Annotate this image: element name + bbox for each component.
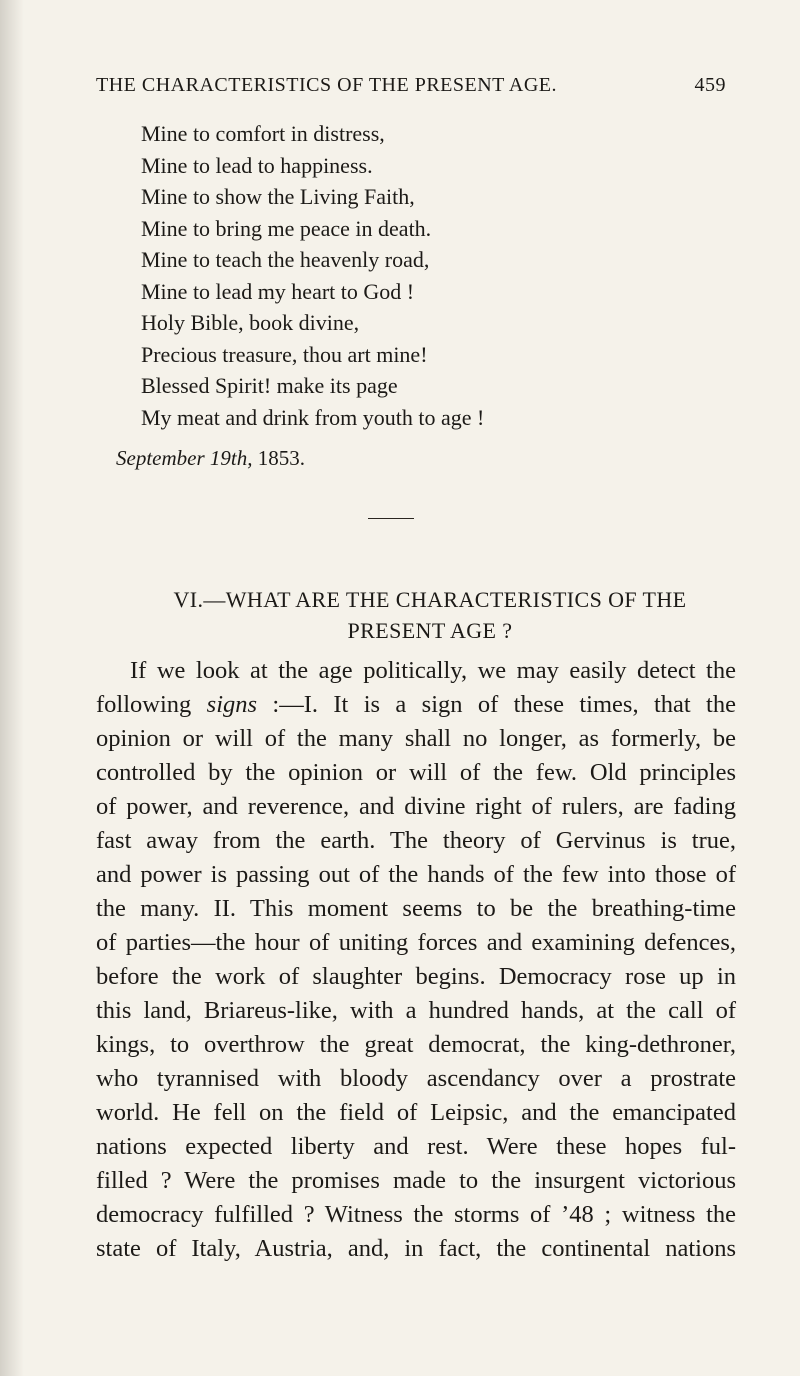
body-line: of power, and reverence, and divine right of rulers, are fading	[96, 793, 736, 820]
section-heading-line-2: PRESENT AGE ?	[347, 618, 513, 643]
poem	[141, 118, 484, 433]
body-line: following signs :—I. It is a sign of these times, that the	[96, 691, 736, 718]
poem-line: Holy Bible, book divine,	[141, 310, 360, 335]
body-line: of parties—the hour of uniting forces and examining defences,	[96, 929, 736, 956]
poem-line: Mine to show the Living Faith,	[141, 184, 415, 209]
body-line: filled ? Were the promises made to the insurgent victorious	[96, 1167, 736, 1194]
poem-line: Mine to bring me peace in death.	[141, 215, 432, 241]
poem-line: Mine to comfort in distress,	[141, 121, 385, 146]
dateline-year: 1853.	[257, 446, 305, 470]
body-line: and power is passing out of the hands of the few into those of	[96, 861, 736, 888]
poem-line: Precious treasure, thou art mine!	[141, 341, 428, 367]
body-line: this land, Briareus-like, with a hundred hands, at the call of	[96, 997, 736, 1024]
poem-line: Mine to teach the heavenly road,	[141, 247, 430, 272]
page-header	[96, 74, 726, 104]
poem-line: Mine to lead to happiness.	[141, 152, 373, 178]
section-heading	[100, 584, 760, 646]
body-line: who tyrannised with bloody ascendancy over a prostrate	[96, 1065, 736, 1092]
poem-line: Blessed Spirit! make its page	[141, 373, 398, 398]
dateline	[116, 446, 305, 471]
body-line: state of Italy, Austria, and, in fact, the continental nations	[96, 1235, 736, 1262]
body-line: opinion or will of the many shall no longer, as formerly, be	[96, 725, 736, 752]
page-number: 459	[694, 74, 726, 96]
section-heading-line-1: VI.—WHAT ARE THE CHARACTERISTICS OF THE	[173, 587, 687, 612]
poem-line: Mine to lead my heart to God !	[141, 278, 415, 304]
gutter-shadow	[0, 0, 24, 1376]
dateline-month-day: September 19th,	[116, 446, 253, 470]
body-line: kings, to overthrow the great democrat, the king-dethroner,	[96, 1031, 736, 1058]
section-divider	[368, 518, 414, 519]
body-line: before the work of slaughter begins. Democracy rose up in	[96, 963, 736, 990]
body-line: fast away from the earth. The theory of Gervinus is true,	[96, 827, 736, 854]
body-line: If we look at the age politically, we may easily detect the	[130, 657, 736, 684]
body-line: world. He fell on the field of Leipsic, and the emancipated	[96, 1099, 736, 1126]
body-line: nations expected liberty and rest. Were these hopes ful-	[96, 1133, 736, 1160]
italic-word: signs	[206, 691, 258, 718]
body-line: controlled by the opinion or will of the few. Old principles	[96, 759, 736, 786]
body-line: the many. II. This moment seems to be the breathing-time	[96, 895, 736, 922]
body-line: democracy fulfilled ? Witness the storms of ’48 ; witness the	[96, 1201, 736, 1228]
poem-line: My meat and drink from youth to age !	[141, 404, 485, 430]
running-title: THE CHARACTERISTICS OF THE PRESENT AGE.	[96, 74, 558, 96]
body-paragraph	[96, 654, 736, 1266]
